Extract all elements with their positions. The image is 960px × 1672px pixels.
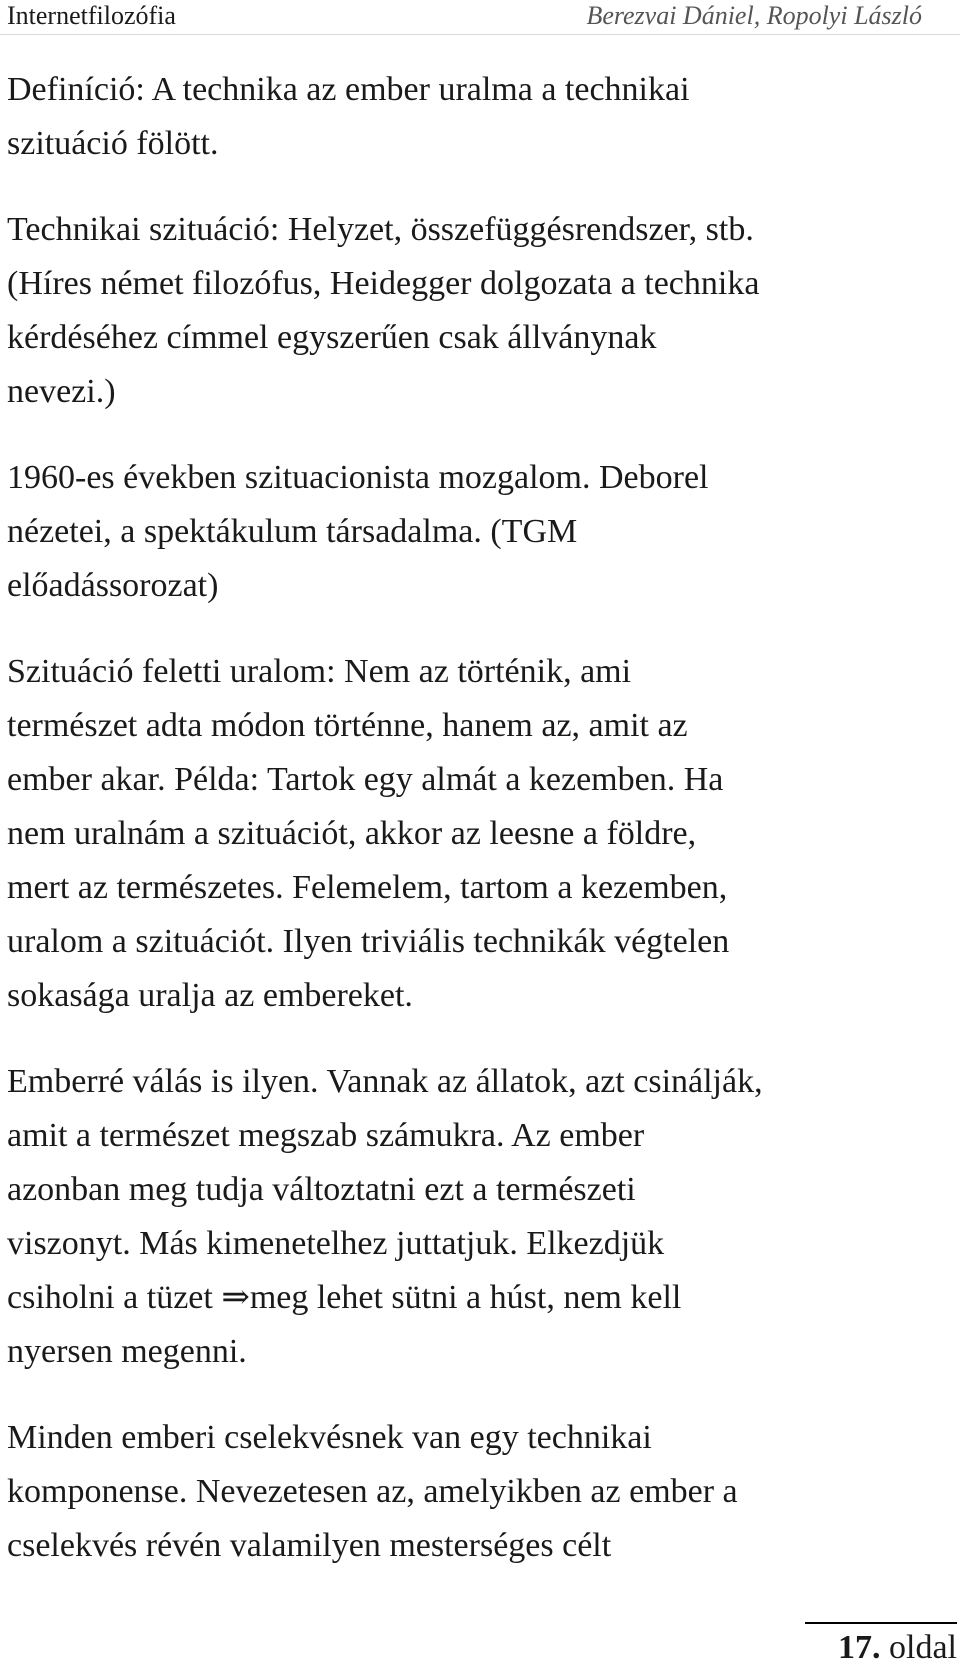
page-header — [0, 0, 960, 35]
document-title: Internetfilozófia — [7, 1, 176, 30]
page-body — [7, 63, 947, 1605]
paragraph-technical-situation: Technikai szituáció: Helyzet, összefüggésrendszer, stb. (Híres német filozófus, Heidegger dolgozata a technika kérdéséhez címmel egyszerűen csak állványnak nevezi.) — [7, 211, 760, 410]
paragraph-situationist-movement: 1960-es években szituacionista mozgalom. Deborel nézetei, a spektákulum társadalma. (TGM előadássorozat) — [7, 459, 709, 604]
page-label: oldal — [889, 1629, 957, 1666]
paragraph-becoming-human: Emberré válás is ilyen. Vannak az állatok, azt csinálják, amit a természet megszab számukra. Az ember azonban meg tudja változtatni ezt a természeti viszonyt. Más kimenetelhez juttatjuk. Elkezdjük csiholni a tüzet ⇒meg lehet sütni a húst, nem kell nyersen megenni. — [7, 1063, 763, 1370]
document-authors: Berezvai Dániel, Ropolyi László — [586, 1, 922, 30]
paragraph-control-over-situation: Szituáció feletti uralom: Nem az történik, ami természet adta módon történne, hanem az, amit az ember akar. Példa: Tartok egy almát a kezemben. Ha nem uralnám a szituációt, akkor az leesne a földre, mert az természetes. Felemelem, tartom a kezemben, uralom a szituációt. Ilyen triviális technikák végtelen sokasága uralja az embereket. — [7, 653, 730, 1014]
paragraph-human-action: Minden emberi cselekvésnek van egy technikai komponense. Nevezetesen az, amelyikben az ember a cselekvés révén valamilyen mesterséges célt — [7, 1419, 738, 1564]
page-footer — [805, 1622, 957, 1670]
paragraph-definition: Definíció: A technika az ember uralma a technikai szituáció fölött. — [7, 71, 690, 162]
page-number: 17. — [838, 1629, 881, 1666]
